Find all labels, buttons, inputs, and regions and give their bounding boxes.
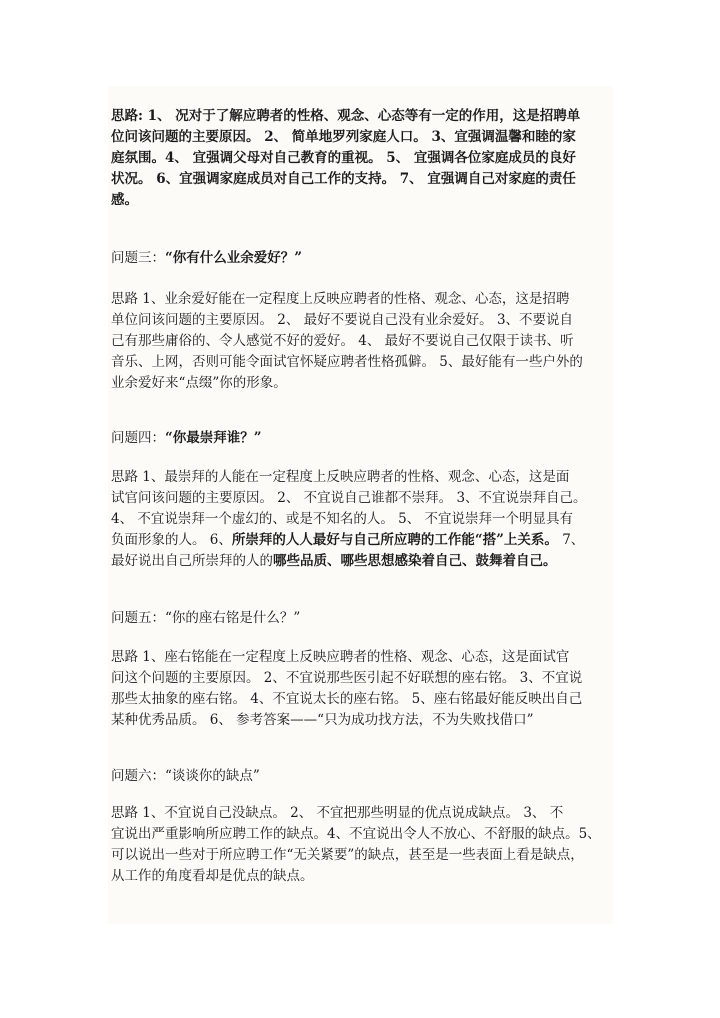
text-line: 宜说出严重影响所应聘工作的缺点。4、不宜说出令人不放心、不舒服的缺点。5、	[111, 826, 601, 842]
text-line: 思路 1、业余爱好能在一定程度上反映应聘者的性格、观念、心态，这是招聘	[111, 291, 570, 307]
heading-prefix: 问题四：	[111, 430, 165, 446]
question-three-heading	[111, 248, 302, 269]
text-line: 思路 1、最崇拜的人能在一定程度上反映应聘者的性格、观念、心态，这是面	[111, 469, 570, 485]
section-weakness-answer	[111, 803, 611, 887]
heading-prefix: 问题三：	[111, 250, 165, 266]
text-line: 试官问该问题的主要原因。 2、 不宜说自己谁都不崇拜。 3、不宜说崇拜自己。	[111, 490, 587, 506]
section-motto-answer	[111, 647, 611, 731]
plain-run: 7、	[557, 532, 585, 548]
section-family-answer	[111, 106, 611, 211]
heading-question: “你有什么业余爱好？”	[165, 250, 303, 266]
plain-run: 最好说出自己所崇拜的人的	[111, 553, 273, 569]
bold-run: 所崇拜的人人最好与自己所应聘的工作能“搭”上关系。	[231, 532, 558, 548]
text-line-mixed	[111, 530, 611, 551]
text-line: 音乐、上网，否则可能令面试官怀疑应聘者性格孤僻。 5、最好能有一些户外的	[111, 354, 583, 370]
text-line: 感。	[111, 192, 138, 208]
text-line: 位问该问题的主要原因。 2、 简单地罗列家庭人口。 3、宜强调温馨和睦的家	[111, 129, 576, 145]
text-line: 思路 1、不宜说自己没缺点。 2、 不宜把那些明显的优点说成缺点。 3、 不	[111, 805, 564, 821]
text-line: 可以说出一些对于所应聘工作“无关紧要”的缺点，甚至是一些表面上看是缺点，	[111, 847, 584, 863]
section-hobby-answer	[111, 289, 611, 394]
text-line: 某种优秀品质。 6、 参考答案——“只为成功找方法，不为失败找借口”	[111, 712, 534, 728]
text-line: 从工作的角度看却是优点的缺点。	[111, 868, 314, 884]
text-line: 状况。 6、宜强调家庭成员对自己工作的支持。 7、 宜强调自己对家庭的责任	[111, 171, 576, 187]
text-line: 己有那些庸俗的、令人感觉不好的爱好。 4、 最好不要说自己仅限于读书、听	[111, 333, 574, 349]
text-line: 问这个问题的主要原因。 2、不宜说那些医引起不好联想的座右铭。 3、不宜说	[111, 670, 583, 686]
text-line: 单位问该问题的主要原因。 2、 最好不要说自己没有业余爱好。 3、不要说自	[111, 312, 574, 328]
question-four-heading	[111, 428, 262, 449]
plain-run: 负面形象的人。 6、	[111, 532, 232, 548]
heading-question: “你最崇拜谁？”	[165, 430, 262, 446]
text-line: 那些太抽象的座右铭。 4、不宜说太长的座右铭。 5、座右铭最好能反映出自己	[111, 691, 583, 707]
text-line-mixed	[111, 551, 611, 572]
text-line: 业余爱好来“点缀”你的形象。	[111, 375, 287, 391]
text-line: 思路 1、座右铭能在一定程度上反映应聘者的性格、观念、心态，这是面试官	[111, 649, 570, 665]
bold-run: 哪些品质、哪些思想感染着自己、鼓舞着自己。	[273, 553, 557, 569]
text-line: 庭氛围。4、 宜强调父母对自己教育的重视。 5、 宜强调各位家庭成员的良好	[111, 150, 576, 166]
text-line: 4、 不宜说崇拜一个虚幻的、或是不知名的人。 5、 不宜说崇拜一个明显具有	[111, 511, 574, 527]
section-admire-answer	[111, 467, 611, 572]
question-five-heading: 问题五：“你的座右铭是什么？”	[111, 610, 301, 626]
text-line: 思路: 1、 况对于了解应聘者的性格、观念、心态等有一定的作用，这是招聘单	[111, 108, 581, 124]
question-six-heading: 问题六：“谈谈你的缺点”	[111, 768, 260, 784]
